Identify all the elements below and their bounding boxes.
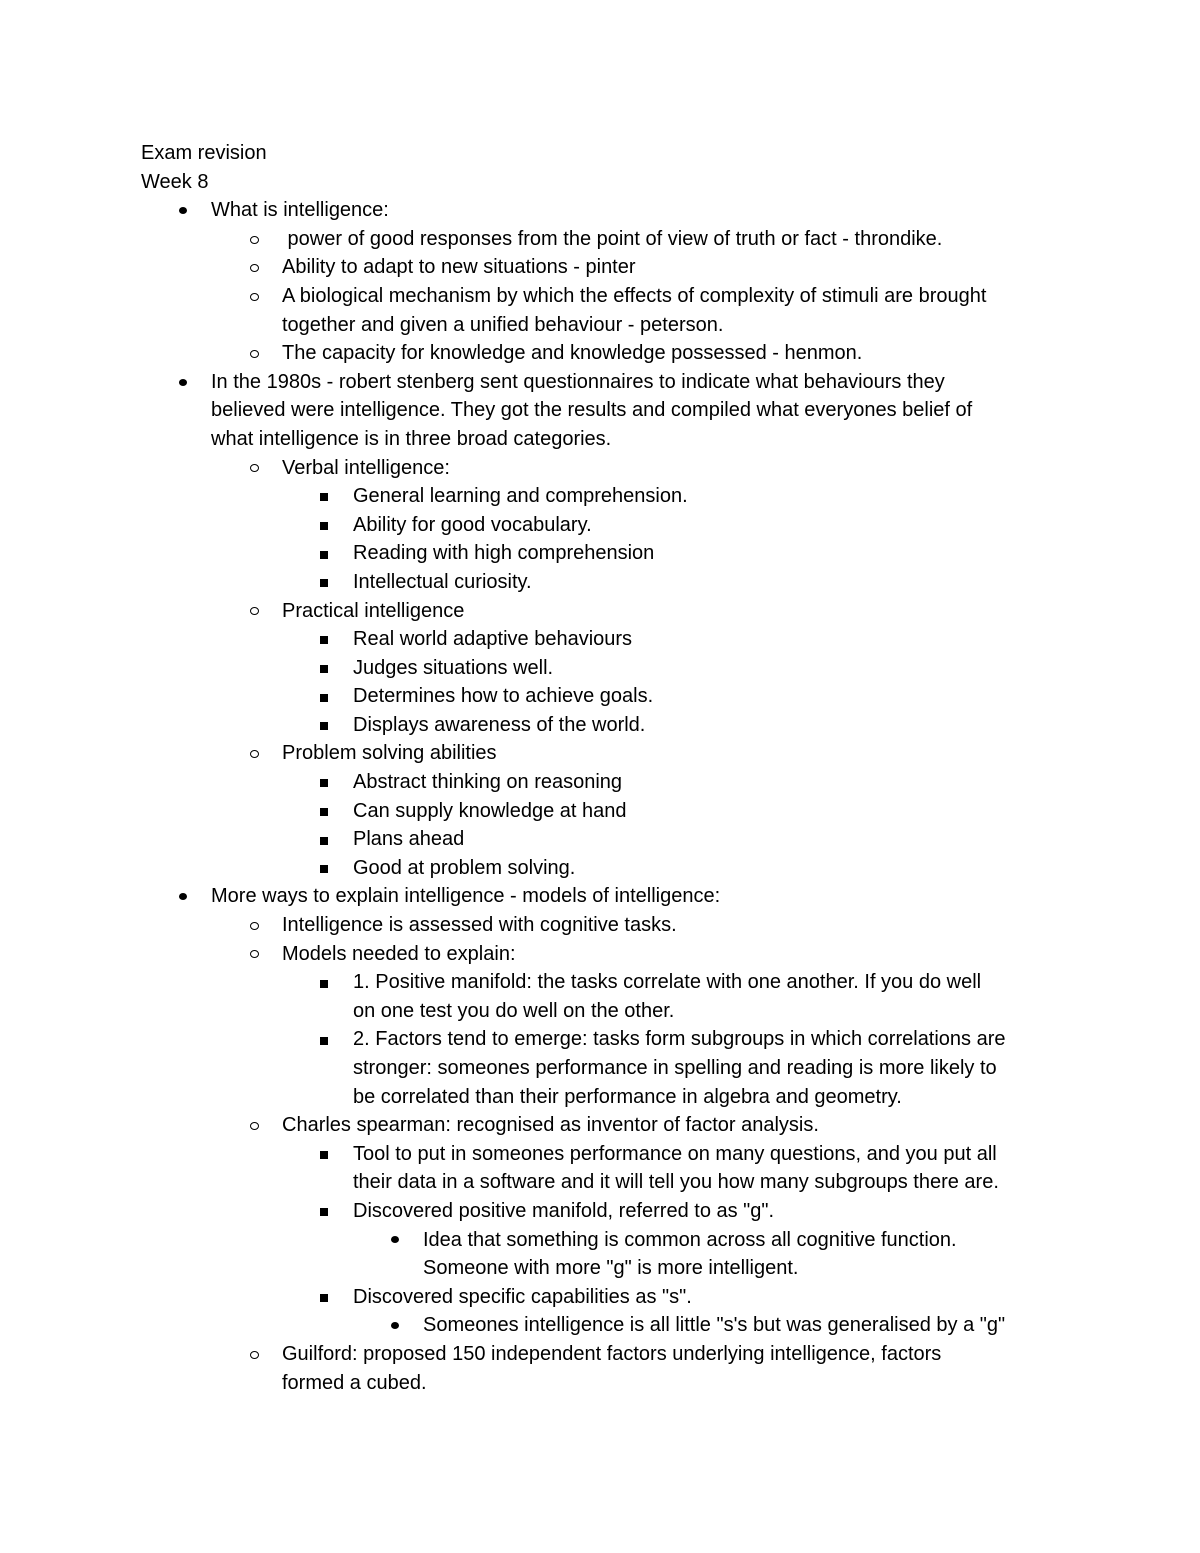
list-item: A biological mechanism by which the effects of complexity of stimuli are brought together and given a unified behaviour - peterson.: [141, 282, 1071, 339]
list-item: Judges situations well.: [141, 654, 1071, 683]
hollow-circle-bullet-icon: [244, 1340, 264, 1369]
square-bullet-icon: [314, 511, 334, 540]
square-bullet-icon: [314, 625, 334, 654]
hollow-circle-bullet-icon: [244, 597, 264, 626]
square-bullet-icon: [314, 854, 334, 883]
document-title: Exam revision: [141, 142, 267, 164]
list-item: Discovered specific capabilities as "s".: [141, 1283, 1071, 1312]
filled-dot-bullet-icon: [173, 368, 193, 397]
list-item: Idea that something is common across all cognitive function. Someone with more "g" is more intelligent.: [141, 1226, 1071, 1283]
square-bullet-icon: [314, 654, 334, 683]
list-item: Practical intelligence: [141, 597, 1071, 626]
list-item: General learning and comprehension.: [141, 482, 1071, 511]
list-item: Problem solving abilities: [141, 739, 1071, 768]
hollow-circle-bullet-icon: [244, 739, 264, 768]
list-item: What is intelligence:: [141, 196, 1071, 225]
list-item: Displays awareness of the world.: [141, 711, 1071, 740]
hollow-circle-bullet-icon: [244, 911, 264, 940]
list-item: Ability for good vocabulary.: [141, 511, 1071, 540]
square-bullet-icon: [314, 539, 334, 568]
square-bullet-icon: [314, 1197, 334, 1226]
list-item: 1. Positive manifold: the tasks correlate with one another. If you do well on one test you do well on the other.: [141, 968, 1071, 1025]
list-item: Tool to put in someones performance on many questions, and you put all their data in a software and it will tell you how many subgroups there are.: [141, 1140, 1071, 1197]
list-item: Intellectual curiosity.: [141, 568, 1071, 597]
list-item: Can supply knowledge at hand: [141, 797, 1071, 826]
list-item: Plans ahead: [141, 825, 1071, 854]
hollow-circle-bullet-icon: [244, 1111, 264, 1140]
square-bullet-icon: [314, 797, 334, 826]
hollow-circle-bullet-icon: [244, 282, 264, 311]
list-item: Charles spearman: recognised as inventor of factor analysis.: [141, 1111, 1071, 1140]
document-subtitle: Week 8: [141, 170, 209, 193]
filled-dot-bullet-icon: [385, 1226, 405, 1255]
list-item: Intelligence is assessed with cognitive tasks.: [141, 911, 1071, 940]
list-item: The capacity for knowledge and knowledge possessed - henmon.: [141, 339, 1071, 368]
list-item: Guilford: proposed 150 independent factors underlying intelligence, factors formed a cubed.: [141, 1340, 1071, 1397]
list-item: Ability to adapt to new situations - pinter: [141, 253, 1071, 282]
square-bullet-icon: [314, 682, 334, 711]
hollow-circle-bullet-icon: [244, 225, 264, 254]
filled-dot-bullet-icon: [173, 882, 193, 911]
list-item: Models needed to explain:: [141, 940, 1071, 969]
list-item: Good at problem solving.: [141, 854, 1071, 883]
list-item: Verbal intelligence:: [141, 454, 1071, 483]
square-bullet-icon: [314, 825, 334, 854]
square-bullet-icon: [314, 768, 334, 797]
filled-dot-bullet-icon: [173, 196, 193, 225]
square-bullet-icon: [314, 568, 334, 597]
hollow-circle-bullet-icon: [244, 940, 264, 969]
hollow-circle-bullet-icon: [244, 253, 264, 282]
list-item: power of good responses from the point of view of truth or fact - throndike.: [141, 225, 1071, 254]
list-item: 2. Factors tend to emerge: tasks form subgroups in which correlations are stronger: someones performance in spelling and reading is more likely to be correlated than their performance in algebra and geometry.: [141, 1025, 1071, 1111]
document-page: [141, 139, 1071, 1397]
filled-dot-bullet-icon: [385, 1311, 405, 1340]
square-bullet-icon: [314, 1140, 334, 1169]
hollow-circle-bullet-icon: [244, 339, 264, 368]
list-item: Determines how to achieve goals.: [141, 682, 1071, 711]
list-item: In the 1980s - robert stenberg sent questionnaires to indicate what behaviours they believed were intelligence. They got the results and compiled what everyones belief of what intelligence is in three broad categories.: [141, 368, 1071, 454]
square-bullet-icon: [314, 711, 334, 740]
hollow-circle-bullet-icon: [244, 454, 264, 483]
square-bullet-icon: [314, 482, 334, 511]
list-item: Discovered positive manifold, referred to as "g".: [141, 1197, 1071, 1226]
square-bullet-icon: [314, 968, 334, 997]
list-item: Abstract thinking on reasoning: [141, 768, 1071, 797]
square-bullet-icon: [314, 1025, 334, 1054]
list-item: Someones intelligence is all little "s's but was generalised by a "g": [141, 1311, 1071, 1340]
list-item: Reading with high comprehension: [141, 539, 1071, 568]
list-item: Real world adaptive behaviours: [141, 625, 1071, 654]
square-bullet-icon: [314, 1283, 334, 1312]
list-item: More ways to explain intelligence - models of intelligence:: [141, 882, 1071, 911]
